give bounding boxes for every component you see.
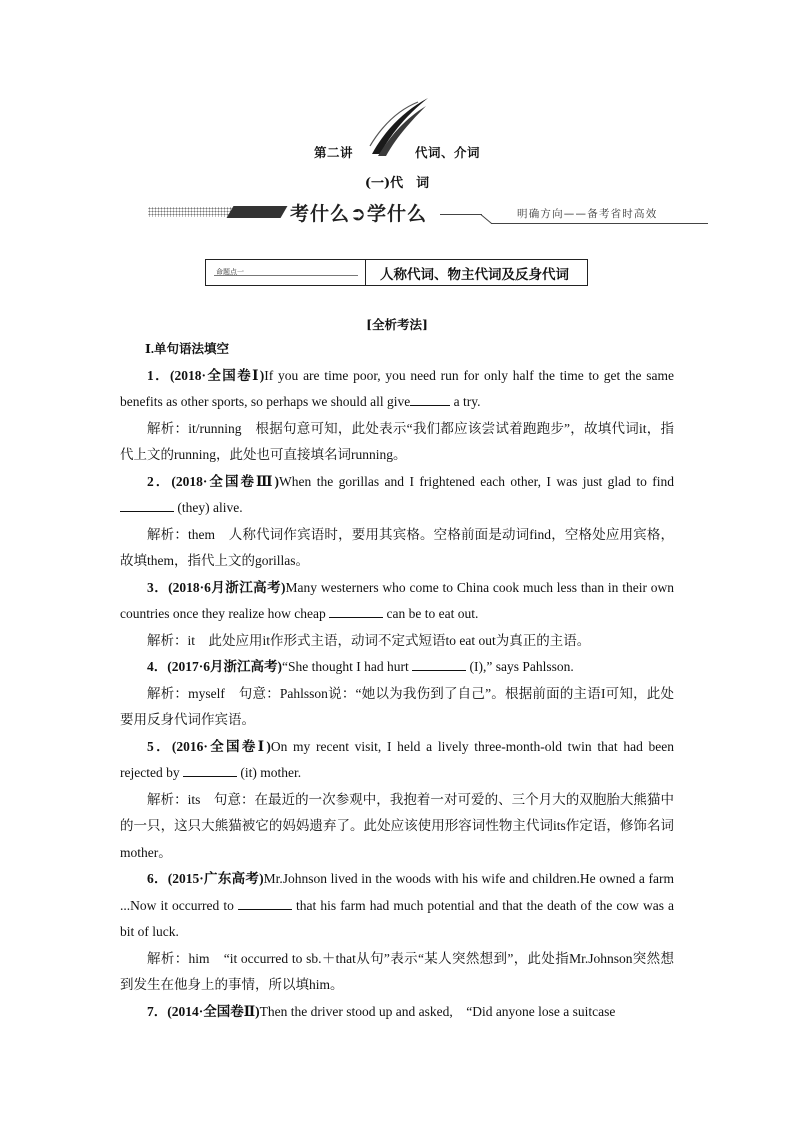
question-text-after: mother.: [260, 765, 302, 780]
topic-box: [205, 259, 588, 286]
question-hint: (they): [177, 500, 210, 515]
question-number: 5．: [147, 738, 172, 754]
question-text: Mr.Johnson lived in the woods with his wife and children.He owned a farm ...Now it occurred to: [120, 871, 674, 913]
lecture-title: [0, 143, 794, 161]
explanation-6: 解析：him “it occurred to sb.＋that从句”表示“某人突然想到”，此处指Mr.Johnson突然想到发生在他身上的事情，所以填him。: [120, 950, 674, 992]
question-source: (2018·6月浙江高考): [168, 579, 286, 595]
question-number: 4．: [147, 659, 168, 674]
question-text: Then the driver stood up and asked, “Did anyone lose a suitcase: [259, 1003, 616, 1019]
question-text: “She thought I had hurt: [282, 659, 409, 674]
question-4: [120, 654, 674, 681]
question-text: If you are time poor, you need run for only half the time to get the same benefits as other sports, so perhaps we should all give: [120, 367, 675, 409]
question-source: (2018·全国卷Ⅰ): [170, 367, 265, 383]
question-5: [120, 734, 674, 787]
section-title: (一)代 词: [364, 176, 430, 191]
question-number: 6．: [147, 871, 168, 886]
answer-blank: [238, 895, 292, 910]
explanation-1: 解析：it/running 根据句意可知，此处表示“我们都应该尝试着跑跑步”，故填代词it，指代上文的running，此处也可直接填名词running。: [120, 420, 674, 462]
exercise-content: [120, 336, 674, 1025]
question-1: [120, 363, 674, 416]
banner-line: [440, 214, 482, 215]
question-text: Many westerners who come to China cook much less than in their own countries once they realize how cheap: [120, 579, 675, 621]
topic-label: 命题点一: [216, 268, 244, 276]
arrow-icon: ➲: [350, 203, 367, 225]
question-source: (2014·全国卷Ⅱ): [167, 1003, 260, 1019]
answer-blank: [329, 603, 383, 618]
topic-title: 人称代词、物主代词及反身代词: [380, 267, 569, 283]
part-title: Ⅰ.单句语法填空: [145, 342, 229, 356]
question-hint: (it): [240, 765, 257, 780]
question-source: (2018·全国卷Ⅲ): [171, 473, 280, 489]
question-number: 3．: [147, 579, 169, 595]
question-text-after: alive.: [212, 500, 243, 515]
answer-blank: [120, 497, 174, 512]
question-3: [120, 575, 674, 628]
explanation-5: 解析：its 句意：在最近的一次参观中，我抱着一对可爱的、三个月大的双胞胎大熊猫中的一只，这只大熊猫被它的妈妈遗弃了。此处应该使用形容词性物主代词its作定语，修饰名词mother。: [120, 791, 674, 860]
topic-label-underline: [214, 275, 358, 276]
analysis-heading: [全析考法]: [366, 317, 428, 332]
banner-underline: [491, 223, 708, 224]
answer-blank: [410, 391, 450, 406]
lecture-topic: 代词、介词: [415, 145, 481, 160]
banner-title-part2: 学什么: [366, 203, 427, 225]
question-text-after: can be to eat out.: [386, 606, 479, 621]
question-2: [120, 469, 674, 522]
question-text-after: says Pahlsson.: [495, 659, 574, 674]
explanation-4: 解析：myself 句意：Pahlsson说：“她以为我伤到了自己”。根据前面的主语I可知，此处要用反身代词作宾语。: [120, 685, 674, 727]
lecture-label: 第二讲: [313, 145, 353, 160]
section-banner: [148, 198, 708, 226]
question-source: (2016·全国卷Ⅰ): [171, 738, 271, 754]
answer-blank: [412, 656, 466, 671]
question-text-after: a try.: [453, 394, 481, 409]
banner-subtitle: 明确方向——备考省时高效: [517, 208, 658, 220]
question-7: [120, 999, 674, 1026]
banner-dot-pattern: [148, 207, 233, 217]
question-number: 2．: [147, 473, 172, 489]
question-text-after: that his farm had much potential and that the death of the cow was a bit of luck.: [120, 897, 675, 939]
question-number: 1．: [147, 367, 171, 383]
banner-title-part1: 考什么: [290, 203, 351, 225]
question-source: (2017·6月浙江高考): [167, 659, 282, 674]
answer-blank: [183, 762, 237, 777]
question-number: 7．: [147, 1003, 168, 1019]
question-6: [120, 866, 674, 946]
question-text: On my recent visit, I held a lively three-month-old twin that had been rejected by: [120, 738, 675, 780]
question-source: (2015·广东高考): [167, 871, 264, 886]
explanation-2: 解析：them 人称代词作宾语时，要用其宾格。空格前面是动词find，空格处应用宾格，故填them，指代上文的gorillas。: [120, 526, 674, 568]
banner-title: [290, 199, 427, 226]
topic-divider: [365, 260, 366, 285]
explanation-3: 解析：it 此处应用it作形式主语，动词不定式短语to eat out为真正的主语。: [147, 632, 591, 648]
banner-bar: [227, 206, 288, 218]
question-hint: (I),”: [469, 659, 493, 674]
question-text: When the gorillas and I frightened each other, I was just glad to find: [279, 473, 675, 489]
